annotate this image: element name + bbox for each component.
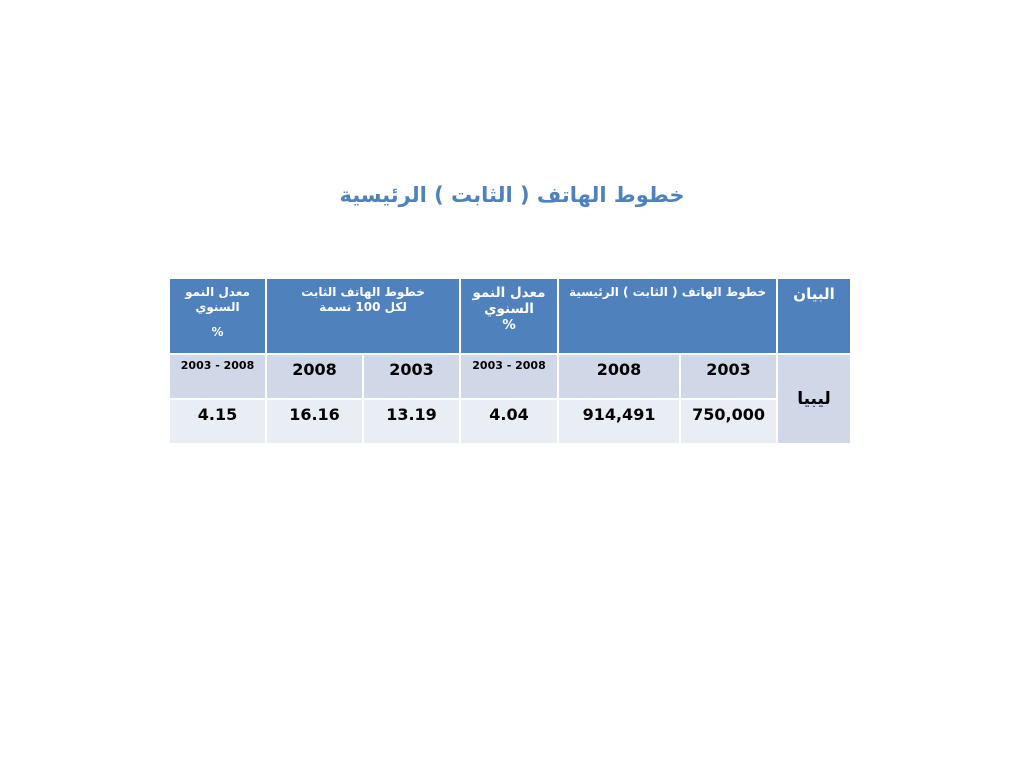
- table-subheader-row: [169, 354, 851, 399]
- header-lines-per-100-line2: لكل 100 نسمة: [319, 300, 407, 314]
- header-growth-rate-lines: [460, 278, 558, 354]
- cell-lines-2003: 750,000: [680, 399, 777, 444]
- header-growth-rate-lines-line1: معدل النمو: [472, 285, 546, 301]
- header-growth-rate-lines-line3: %: [502, 317, 516, 333]
- cell-per100-2003: 13.19: [363, 399, 460, 444]
- telephone-lines-table: [168, 277, 852, 445]
- header-main-lines: خطوط الهاتف ( الثابت ) الرئيسية: [558, 278, 777, 354]
- table-row: [169, 399, 851, 444]
- header-growth-rate-per-100-line2: السنوي: [195, 300, 240, 314]
- header-lines-per-100: [266, 278, 460, 354]
- cell-growth-per100: 4.15: [169, 399, 266, 444]
- subheader-range-per100: 2003 - 2008: [169, 354, 266, 399]
- header-item: البيان: [777, 278, 851, 354]
- cell-lines-2008: 914,491: [558, 399, 680, 444]
- subheader-year-2003-per100: 2003: [363, 354, 460, 399]
- header-growth-rate-per-100-line1: معدل النمو: [185, 285, 250, 299]
- header-lines-per-100-line1: خطوط الهاتف الثابت: [301, 285, 425, 299]
- country-cell: ليبيا: [777, 354, 851, 444]
- slide-title: خطوط الهاتف ( الثابت ) الرئيسية: [339, 183, 685, 207]
- subheader-year-2003-lines: 2003: [680, 354, 777, 399]
- header-growth-rate-per-100: [169, 278, 266, 354]
- header-growth-rate-per-100-line3: %: [211, 325, 224, 339]
- subheader-range-lines: 2003 - 2008: [460, 354, 558, 399]
- cell-growth-lines: 4.04: [460, 399, 558, 444]
- subheader-year-2008-per100: 2008: [266, 354, 363, 399]
- cell-per100-2008: 16.16: [266, 399, 363, 444]
- header-growth-rate-lines-line2: السنوي: [484, 301, 534, 317]
- table-header-row: [169, 278, 851, 354]
- subheader-year-2008-lines: 2008: [558, 354, 680, 399]
